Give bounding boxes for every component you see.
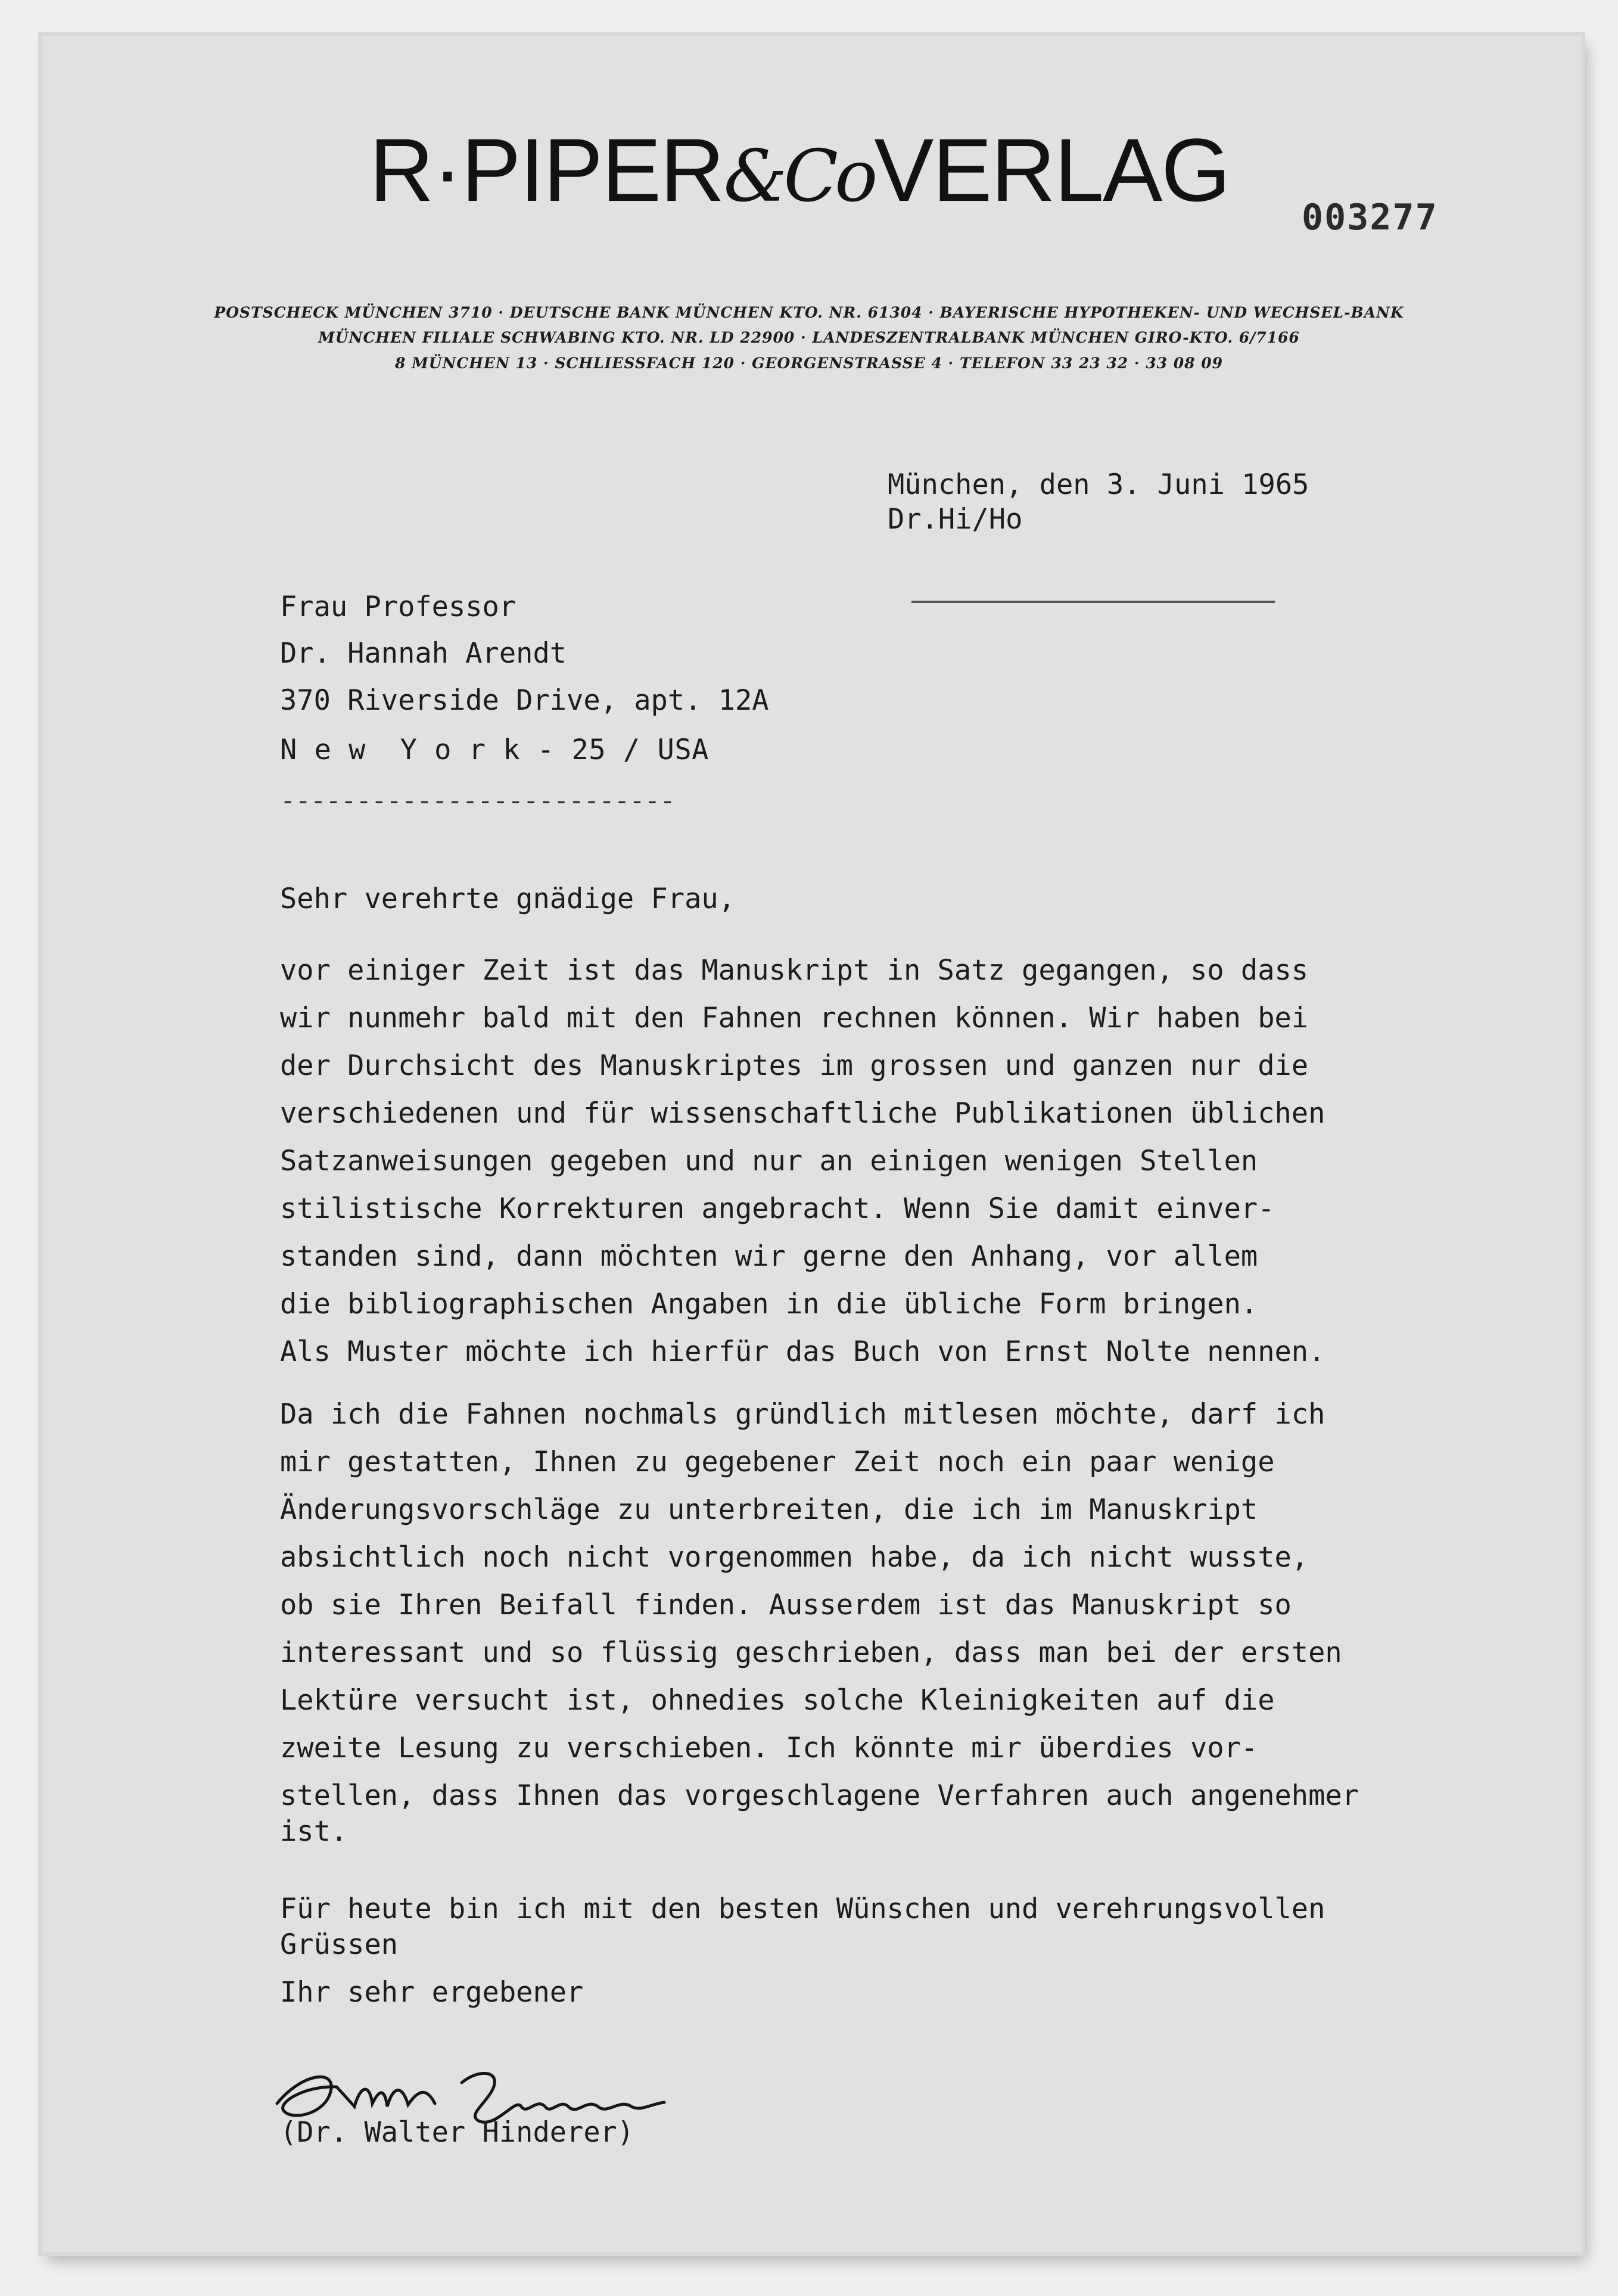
body-line: standen sind, dann möchten wir gerne den Anhang, vor allem xyxy=(280,1240,1258,1273)
publisher-logo xyxy=(369,120,1230,220)
letterhead-bank-line-1: POSTSCHECK MÜNCHEN 3710 · DEUTSCHE BANK MÜNCHEN KTO. NR. 61304 · BAYERISCHE HYPOTHEKEN- UND WECHSEL-BANK xyxy=(214,304,1404,321)
document-number: 003277 xyxy=(1302,197,1438,238)
body-line: interessant und so flüssig geschrieben, dass man bei der ersten xyxy=(280,1636,1342,1669)
date-line: München, den 3. Juni 1965 xyxy=(888,468,1309,501)
body-line: Änderungsvorschläge zu unterbreiten, die ich im Manuskript xyxy=(280,1493,1258,1526)
letterhead-address-line: 8 MÜNCHEN 13 · SCHLIESSFACH 120 · GEORGENSTRASSE 4 · TELEFON 33 23 32 · 33 08 09 xyxy=(394,355,1224,372)
body-line: ob sie Ihren Beifall finden. Ausserdem ist das Manuskript so xyxy=(280,1589,1292,1621)
closing-line: Ihr sehr ergebener xyxy=(280,1976,584,2009)
body-line: Lektüre versucht ist, ohnedies solche Kleinigkeiten auf die xyxy=(280,1684,1275,1717)
body-line: absichtlich noch nicht vorgenommen habe, da ich nicht wusste, xyxy=(280,1541,1309,1574)
letterhead-bank-line-2: MÜNCHEN FILIALE SCHWABING KTO. NR. LD 22900 · LANDESZENTRALBANK MÜNCHEN GIRO-KTO. 6/7166 xyxy=(318,329,1300,346)
body-line: wir nunmehr bald mit den Fahnen rechnen können. Wir haben bei xyxy=(280,1002,1309,1034)
recipient-name: Dr. Hannah Arendt xyxy=(280,637,567,670)
body-line: ist. xyxy=(280,1815,348,1848)
body-line: Satzanweisungen gegeben und nur an einigen wenigen Stellen xyxy=(280,1145,1258,1177)
recipient-title: Frau Professor xyxy=(280,591,516,623)
show-through-text xyxy=(965,673,1043,703)
body-line: Als Muster möchte ich hierfür das Buch von Ernst Nolte nennen. xyxy=(280,1335,1325,1368)
body-line: zweite Lesung zu verschieben. Ich könnte mir überdies vor- xyxy=(280,1732,1258,1764)
body-line: verschiedenen und für wissenschaftliche Publikationen üblichen xyxy=(280,1097,1325,1130)
body-line: mir gestatten, Ihnen zu gegebener Zeit noch ein paar wenige xyxy=(280,1446,1275,1478)
body-line: vor einiger Zeit ist das Manuskript in Satz gegangen, so dass xyxy=(280,954,1309,987)
address-underline: -------------------------- xyxy=(280,785,675,816)
closing-line: Grüssen xyxy=(280,1928,399,1961)
closing-line: Für heute bin ich mit den besten Wünschen und verehrungsvollen xyxy=(280,1893,1325,1925)
body-line: der Durchsicht des Manuskriptes im grossen und ganzen nur die xyxy=(280,1049,1309,1082)
date-underline-rule xyxy=(911,601,1275,603)
body-line: Da ich die Fahnen nochmals gründlich mitlesen möchte, darf ich xyxy=(280,1398,1325,1431)
recipient-city: N e w Y o r k - 25 / USA xyxy=(280,734,709,766)
body-line: stellen, dass Ihnen das vorgeschlagene Verfahren auch angenehmer xyxy=(280,1779,1359,1812)
body-line: die bibliographischen Angaben in die übliche Form bringen. xyxy=(280,1288,1258,1321)
logo-part2: VERLAG xyxy=(874,120,1230,220)
signer-name: (Dr. Walter Hinderer) xyxy=(280,2116,634,2149)
reference-code: Dr.Hi/Ho xyxy=(888,503,1023,536)
salutation: Sehr verehrte gnädige Frau, xyxy=(280,883,736,915)
logo-part1: R·PIPER xyxy=(369,120,724,220)
body-line: stilistische Korrekturen angebracht. Wenn Sie damit einver- xyxy=(280,1192,1275,1225)
logo-ampersand: &Co xyxy=(723,135,875,218)
recipient-street: 370 Riverside Drive, apt. 12A xyxy=(280,684,769,717)
